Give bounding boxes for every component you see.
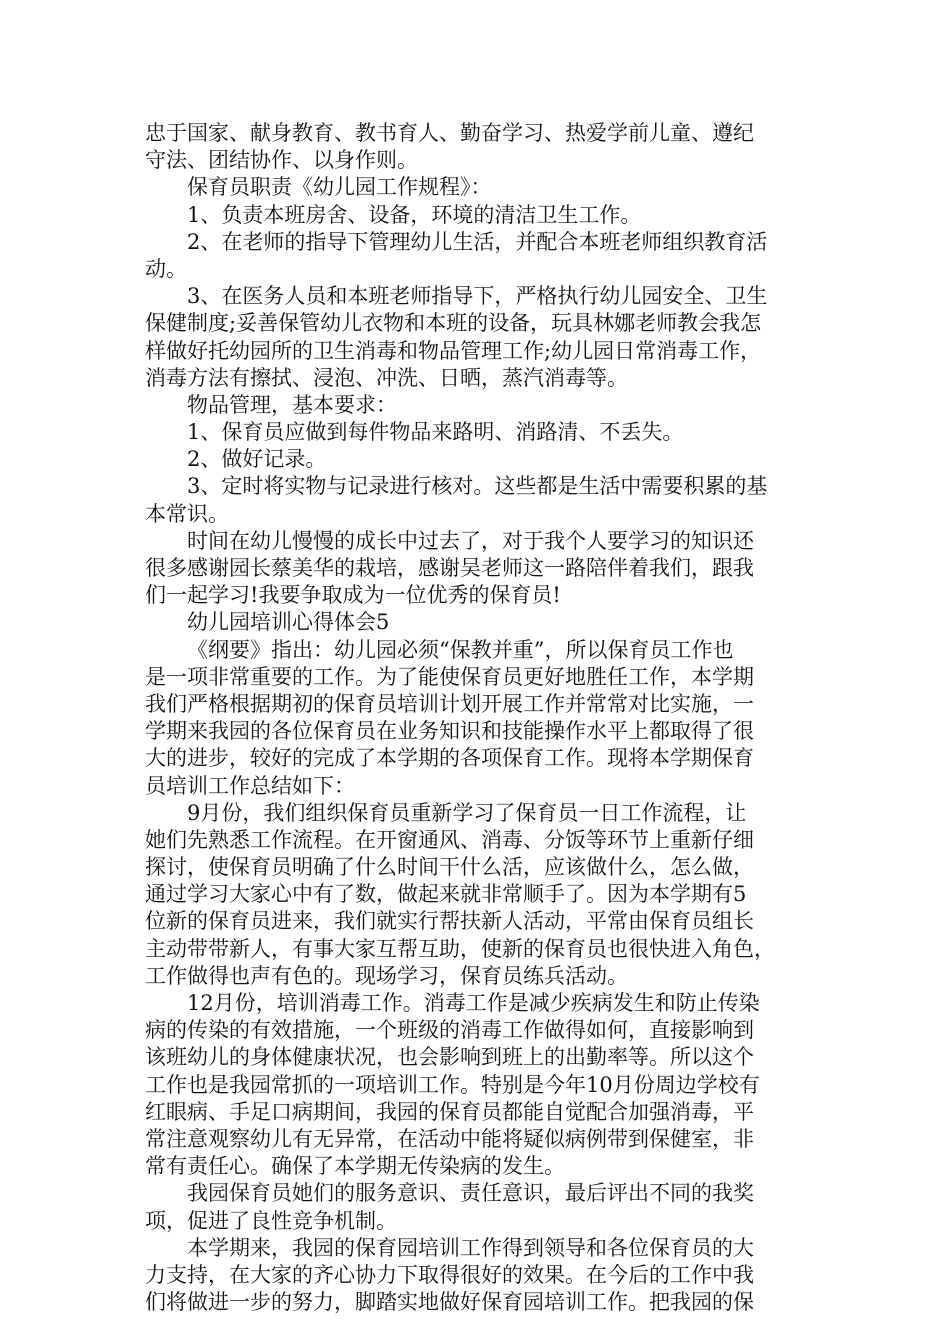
text-line: 她们先熟悉工作流程。在开窗通风、消毒、分饭等环节上重新仔细 (145, 827, 754, 852)
list-item: 2、在老师的指导下管理幼儿生活，并配合本班老师组织教育活 (187, 229, 768, 254)
section-title: 幼儿园培训心得体会5 (187, 610, 390, 635)
text-line: 位新的保育员进来，我们就实行帮扶新人活动，平常由保育员组长 (145, 909, 754, 934)
text-line: 守法、团结协作、以身作则。 (145, 148, 418, 173)
text-line: 红眼病、手足口病期间，我园的保育员都能自觉配合加强消毒，平 (145, 1099, 754, 1124)
paragraph-start: 9月份，我们组织保育员重新学习了保育员一日工作流程，让 (187, 800, 747, 825)
paragraph-start: 时间在幼儿慢慢的成长中过去了，对于我个人要学习的知识还 (187, 528, 754, 553)
text-line: 员培训工作总结如下： (145, 773, 355, 798)
text-line: 项，促进了良性竞争机制。 (145, 1208, 397, 1233)
text-line: 常注意观察幼儿有无异常，在活动中能将疑似病例带到保健室，非 (145, 1126, 754, 1151)
text-line: 常有责任心。确保了本学期无传染病的发生。 (145, 1154, 565, 1179)
text-line: 力支持，在大家的齐心协力下取得很好的效果。在今后的工作中我 (145, 1262, 754, 1287)
text-line: 本常识。 (145, 501, 229, 526)
text-line: 探讨，使保育员明确了什么时间干什么活，应该做什么，怎么做， (145, 855, 754, 880)
text-line: 是一项非常重要的工作。为了能使保育员更好地胜任工作，本学期 (145, 664, 754, 689)
text-line: 学期来我园的各位保育员在业务知识和技能操作水平上都取得了很 (145, 719, 754, 744)
text-line: 动。 (145, 256, 187, 281)
text-line: 消毒方法有擦拭、浸泡、冲洗、日晒，蒸汽消毒等。 (145, 365, 628, 390)
text-line: 病的传染的有效措施，一个班级的消毒工作做得如何，直接影响到 (145, 1018, 754, 1043)
text-line: 工作也是我园常抓的一项培训工作。特别是今年10月份周边学校有 (145, 1072, 760, 1097)
section-heading: 保育员职责《幼儿园工作规程》： (187, 175, 492, 200)
text-line: 很多感谢园长蔡美华的栽培，感谢吴老师这一路陪伴着我们，跟我 (145, 556, 754, 580)
text-line: 大的进步，较好的完成了本学期的各项保育工作。现将本学期保育 (145, 746, 754, 771)
text-line: 该班幼儿的身体健康状况，也会影响到班上的出勤率等。所以这个 (145, 1045, 754, 1070)
text-line: 通过学习大家心中有了数，做起来就非常顺手了。因为本学期有5 (145, 882, 747, 907)
section-heading: 物品管理，基本要求： (187, 392, 397, 417)
text-line: 工作做得也声有色的。现场学习，保育员练兵活动。 (145, 963, 628, 988)
paragraph-start: 本学期来，我园的保育园培训工作得到领导和各位保育员的大 (187, 1235, 754, 1260)
list-item: 1、负责本班房舍、设备，环境的清洁卫生工作。 (187, 202, 642, 227)
list-item: 2、做好记录。 (187, 447, 327, 472)
list-item: 3、在医务人员和本班老师指导下，严格执行幼儿园安全、卫生 (187, 284, 768, 309)
paragraph-start: 《纲要》指出：幼儿园必须“保教并重”，所以保育员工作也 (187, 637, 734, 662)
document-body (145, 120, 825, 1316)
text-line: 们将做进一步的努力，脚踏实地做好保育园培训工作。把我园的保 (145, 1290, 754, 1315)
list-item: 3、定时将实物与记录进行核对。这些都是生活中需要积累的基 (187, 474, 768, 499)
list-item: 1、保育员应做到每件物品来路明、消路清、不丢失。 (187, 420, 684, 445)
text-line: 忠于国家、献身教育、教书育人、勤奋学习、热爱学前儿童、遵纪 (145, 121, 754, 145)
text-line: 们一起学习!我要争取成为一位优秀的保育员! (145, 583, 561, 608)
paragraph-start: 12月份，培训消毒工作。消毒工作是减少疾病发生和防止传染 (187, 991, 760, 1015)
text-line: 样做好托幼园所的卫生消毒和物品管理工作;幼儿园日常消毒工作， (145, 338, 762, 363)
paragraph-start: 我园保育员她们的服务意识、责任意识，最后评出不同的我奖 (187, 1181, 754, 1206)
text-line: 主动带带新人，有事大家互帮互助，使新的保育员也很快进入角色， (145, 936, 775, 961)
text-line: 我们严格根据期初的保育员培训计划开展工作并常常对比实施，一 (145, 691, 754, 716)
text-line: 保健制度;妥善保管幼儿衣物和本班的设备，玩具林娜老师教会我怎 (145, 311, 762, 336)
